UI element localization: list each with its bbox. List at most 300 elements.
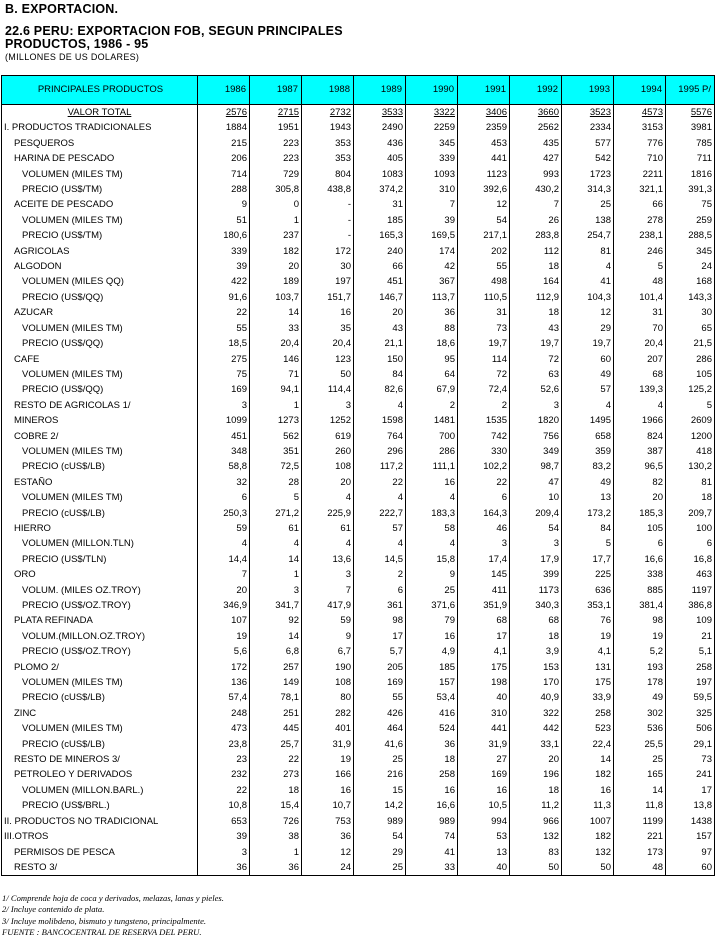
table-cell: 16	[406, 783, 458, 798]
table-cell: 506	[666, 721, 715, 736]
table-cell: 0	[250, 197, 302, 212]
table-cell: 359	[562, 444, 614, 459]
table-cell: 729	[250, 167, 302, 182]
table-cell: 3	[510, 398, 562, 413]
table-row	[2, 490, 715, 505]
table-cell: 47	[510, 475, 562, 490]
row-label: VOLUMEN (MILES TM)	[2, 213, 198, 228]
table-cell: 81	[666, 475, 715, 490]
table-cell: 1723	[562, 167, 614, 182]
table-cell: 23	[198, 752, 250, 767]
table-cell: 5,2	[614, 644, 666, 659]
table-cell: 49	[562, 367, 614, 382]
table-cell: 68	[510, 613, 562, 628]
row-label: ALGODON	[2, 259, 198, 274]
table-cell: 3660	[510, 105, 562, 121]
table-cell: 1820	[510, 413, 562, 428]
table-cell: 182	[250, 244, 302, 259]
table-cell: 2259	[406, 120, 458, 135]
table-cell: 111,1	[406, 459, 458, 474]
table-cell: 1	[250, 213, 302, 228]
table-cell: 338	[614, 567, 666, 582]
table-cell: 123	[302, 352, 354, 367]
table-cell: 381,4	[614, 598, 666, 613]
table-cell: 67,9	[406, 382, 458, 397]
table-row	[2, 259, 715, 274]
table-cell: 94,1	[250, 382, 302, 397]
column-header-year: 1988	[302, 76, 354, 105]
table-cell: 39	[198, 829, 250, 844]
table-cell: 24	[302, 860, 354, 876]
table-cell: 2562	[510, 120, 562, 135]
table-cell: 12	[458, 197, 510, 212]
table-cell: 46	[458, 521, 510, 536]
row-label: PLATA REFINADA	[2, 613, 198, 628]
table-row	[2, 845, 715, 860]
table-cell: 18,5	[198, 336, 250, 351]
table-cell: 22	[354, 475, 406, 490]
table-cell: 4	[406, 536, 458, 551]
table-cell: 1252	[302, 413, 354, 428]
table-cell: 209,4	[510, 506, 562, 521]
table-cell: 72,5	[250, 459, 302, 474]
table-cell: 322	[510, 706, 562, 721]
row-label: HARINA DE PESCADO	[2, 151, 198, 166]
table-cell: 15	[354, 783, 406, 798]
table-cell: 66	[354, 259, 406, 274]
table-cell: 185	[406, 660, 458, 675]
table-cell: 422	[198, 274, 250, 289]
table-cell: 41	[562, 274, 614, 289]
table-cell: 60	[562, 352, 614, 367]
row-label: VALOR TOTAL	[2, 105, 198, 121]
table-cell: 351,9	[458, 598, 510, 613]
table-cell: 20,4	[250, 336, 302, 351]
table-cell: 349	[510, 444, 562, 459]
table-cell: 81	[562, 244, 614, 259]
table-cell: 524	[406, 721, 458, 736]
table-cell: 278	[614, 213, 666, 228]
table-cell: 374,2	[354, 182, 406, 197]
row-label: ORO	[2, 567, 198, 582]
row-label: I. PRODUCTOS TRADICIONALES	[2, 120, 198, 135]
column-header-year: 1987	[250, 76, 302, 105]
table-cell: 18	[666, 490, 715, 505]
table-cell: 79	[406, 613, 458, 628]
table-cell: 4	[198, 536, 250, 551]
row-label: II. PRODUCTOS NO TRADICIONAL	[2, 814, 198, 829]
table-cell: 7	[302, 583, 354, 598]
table-cell: 84	[354, 367, 406, 382]
table-cell: 16	[562, 783, 614, 798]
table-cell: 182	[562, 767, 614, 782]
table-cell: 41	[406, 845, 458, 860]
table-cell: 92	[250, 613, 302, 628]
table-cell: 84	[562, 521, 614, 536]
table-cell: 55	[198, 321, 250, 336]
table-cell: 282	[302, 706, 354, 721]
table-cell: 700	[406, 429, 458, 444]
table-cell: 13,8	[666, 798, 715, 813]
table-cell: 36	[302, 829, 354, 844]
table-cell: 254,7	[562, 228, 614, 243]
table-row	[2, 444, 715, 459]
row-label: AGRICOLAS	[2, 244, 198, 259]
table-cell: 19	[614, 629, 666, 644]
table-cell: 341,7	[250, 598, 302, 613]
table-cell: 170	[510, 675, 562, 690]
table-cell: 38	[250, 829, 302, 844]
table-cell: 59,5	[666, 690, 715, 705]
table-cell: 73	[666, 752, 715, 767]
table-cell: 9	[198, 197, 250, 212]
table-cell: 173	[614, 845, 666, 860]
table-row	[2, 352, 715, 367]
table-cell: 130,2	[666, 459, 715, 474]
table-cell: 48	[614, 274, 666, 289]
table-cell: 411	[458, 583, 510, 598]
table-cell: 13	[458, 845, 510, 860]
table-cell: 1884	[198, 120, 250, 135]
table-cell: 54	[354, 829, 406, 844]
table-cell: 11,3	[562, 798, 614, 813]
table-cell: 16	[302, 305, 354, 320]
table-cell: 145	[458, 567, 510, 582]
table-cell: 20,4	[614, 336, 666, 351]
table-cell: 19,7	[510, 336, 562, 351]
table-cell: 658	[562, 429, 614, 444]
table-cell: 17,7	[562, 552, 614, 567]
footnotes	[2, 893, 224, 938]
row-label: ESTAÑO	[2, 475, 198, 490]
table-cell: 197	[666, 675, 715, 690]
table-cell: 824	[614, 429, 666, 444]
table-cell: 288	[198, 182, 250, 197]
table-cell: 1535	[458, 413, 510, 428]
table-row	[2, 721, 715, 736]
table-cell: 104,3	[562, 290, 614, 305]
table-cell: 1123	[458, 167, 510, 182]
table-row	[2, 151, 715, 166]
exports-table	[1, 75, 715, 876]
table-cell: 22	[198, 783, 250, 798]
table-cell: 19	[562, 629, 614, 644]
row-label: PRECIO (US$/OZ.TROY)	[2, 644, 198, 659]
table-cell: 100	[666, 521, 715, 536]
table-cell: 340,3	[510, 598, 562, 613]
row-label: VOLUMEN (MILES TM)	[2, 167, 198, 182]
table-cell: 371,6	[406, 598, 458, 613]
table-cell: 98,7	[510, 459, 562, 474]
table-cell: 16	[458, 783, 510, 798]
table-row	[2, 567, 715, 582]
table-cell: 19,7	[562, 336, 614, 351]
table-cell: 4	[562, 259, 614, 274]
table-cell: 3533	[354, 105, 406, 121]
table-title-line1: 22.6 PERU: EXPORTACION FOB, SEGUN PRINCIPALES	[5, 24, 343, 38]
table-cell: 966	[510, 814, 562, 829]
table-cell: 14	[250, 629, 302, 644]
row-label: PRECIO (US$/BRL.)	[2, 798, 198, 813]
table-cell: 3	[302, 567, 354, 582]
table-cell: 39	[406, 213, 458, 228]
table-cell: 29	[562, 321, 614, 336]
table-cell: 172	[302, 244, 354, 259]
table-cell: 286	[666, 352, 715, 367]
table-cell: 7	[198, 567, 250, 582]
table-row	[2, 459, 715, 474]
table-cell: 310	[406, 182, 458, 197]
table-cell: 246	[614, 244, 666, 259]
table-cell: 33,9	[562, 690, 614, 705]
table-cell: 3	[198, 845, 250, 860]
table-cell: 453	[458, 136, 510, 151]
row-label: CAFE	[2, 352, 198, 367]
table-cell: 132	[510, 829, 562, 844]
table-cell: 238,1	[614, 228, 666, 243]
table-cell: 248	[198, 706, 250, 721]
table-cell: 2334	[562, 120, 614, 135]
table-cell: 5	[250, 490, 302, 505]
table-cell: 108	[302, 675, 354, 690]
table-cell: 405	[354, 151, 406, 166]
table-cell: 251	[250, 706, 302, 721]
table-cell: 49	[562, 475, 614, 490]
table-cell: 36	[406, 737, 458, 752]
table-cell: 31,9	[458, 737, 510, 752]
table-cell: 6	[614, 536, 666, 551]
table-cell: 14	[614, 783, 666, 798]
table-row	[2, 798, 715, 813]
table-row	[2, 382, 715, 397]
table-units-subtitle: (MILLONES DE US DOLARES)	[5, 52, 140, 62]
row-label: HIERRO	[2, 521, 198, 536]
table-cell: 25,5	[614, 737, 666, 752]
table-cell: 4	[562, 398, 614, 413]
table-cell: 39	[198, 259, 250, 274]
table-cell: 178	[614, 675, 666, 690]
table-cell: 146,7	[354, 290, 406, 305]
table-cell: 20	[354, 305, 406, 320]
footnote: 3/ Incluye molibdeno, bismuto y tungsteno, principalmente.	[2, 915, 207, 926]
table-cell: 91,6	[198, 290, 250, 305]
table-cell: 17	[458, 629, 510, 644]
table-row	[2, 321, 715, 336]
table-cell: 196	[510, 767, 562, 782]
table-cell: 40	[458, 860, 510, 876]
table-row	[2, 305, 715, 320]
table-cell: 577	[562, 136, 614, 151]
table-cell: 2576	[198, 105, 250, 121]
table-cell: 1197	[666, 583, 715, 598]
table-cell: 438,8	[302, 182, 354, 197]
table-cell: 4	[250, 536, 302, 551]
table-row	[2, 197, 715, 212]
table-cell: 206	[198, 151, 250, 166]
row-label: PRECIO (US$/QQ)	[2, 336, 198, 351]
table-cell: 169,5	[406, 228, 458, 243]
table-cell: 2490	[354, 120, 406, 135]
column-header-products: PRINCIPALES PRODUCTOS	[2, 76, 198, 105]
table-cell: 302	[614, 706, 666, 721]
table-cell: 21,1	[354, 336, 406, 351]
table-cell: 138	[562, 213, 614, 228]
row-label: VOLUMEN (MILLON.TLN)	[2, 536, 198, 551]
table-cell: 103,7	[250, 290, 302, 305]
table-cell: 240	[354, 244, 406, 259]
table-cell: 31,9	[302, 737, 354, 752]
table-cell: 451	[198, 429, 250, 444]
table-cell: 207	[614, 352, 666, 367]
table-cell: 59	[302, 613, 354, 628]
table-cell: 14	[250, 305, 302, 320]
table-cell: 367	[406, 274, 458, 289]
table-cell: 114	[458, 352, 510, 367]
column-header-year: 1993	[562, 76, 614, 105]
table-cell: 82	[614, 475, 666, 490]
table-cell: 53,4	[406, 690, 458, 705]
table-cell: 57	[562, 382, 614, 397]
table-cell: 30	[666, 305, 715, 320]
table-row	[2, 552, 715, 567]
table-cell: 1083	[354, 167, 406, 182]
table-row	[2, 629, 715, 644]
table-cell: 198	[458, 675, 510, 690]
table-cell: 19,7	[458, 336, 510, 351]
table-cell: 12	[302, 845, 354, 860]
table-cell: 48	[614, 860, 666, 876]
table-cell: 3,9	[510, 644, 562, 659]
table-cell: 3	[458, 536, 510, 551]
table-cell: 125,2	[666, 382, 715, 397]
table-cell: 1007	[562, 814, 614, 829]
section-title: B. EXPORTACION.	[5, 2, 119, 16]
table-cell: 83,2	[562, 459, 614, 474]
table-cell: 20	[614, 490, 666, 505]
table-row	[2, 274, 715, 289]
table-cell: 436	[354, 136, 406, 151]
table-cell: 149	[250, 675, 302, 690]
table-cell: 98	[614, 613, 666, 628]
table-cell: 258	[406, 767, 458, 782]
table-cell: 2715	[250, 105, 302, 121]
table-cell: 105	[666, 367, 715, 382]
table-cell: 10,8	[198, 798, 250, 813]
table-cell: 225	[562, 567, 614, 582]
table-cell: 18	[510, 259, 562, 274]
table-cell: 259	[666, 213, 715, 228]
table-cell: 83	[510, 845, 562, 860]
table-cell: 108	[302, 459, 354, 474]
table-cell: 59	[198, 521, 250, 536]
table-cell: 216	[354, 767, 406, 782]
table-cell: 25	[354, 752, 406, 767]
table-cell: 4	[406, 490, 458, 505]
table-cell: 23,8	[198, 737, 250, 752]
row-label: PRECIO (US$/QQ)	[2, 382, 198, 397]
table-cell: 50	[302, 367, 354, 382]
table-row	[2, 244, 715, 259]
row-label: ACEITE DE PESCADO	[2, 197, 198, 212]
table-cell: 95	[406, 352, 458, 367]
table-cell: 57	[354, 521, 406, 536]
table-cell: 441	[458, 151, 510, 166]
table-cell: 25	[614, 752, 666, 767]
column-header-year: 1991	[458, 76, 510, 105]
table-cell: 65	[666, 321, 715, 336]
table-cell: 451	[354, 274, 406, 289]
table-cell: 1099	[198, 413, 250, 428]
table-cell: 6	[354, 583, 406, 598]
table-cell: 15,4	[250, 798, 302, 813]
table-row	[2, 228, 715, 243]
table-cell: 2211	[614, 167, 666, 182]
table-cell: 785	[666, 136, 715, 151]
table-cell: 68	[614, 367, 666, 382]
table-cell: 426	[354, 706, 406, 721]
table-cell: 2	[354, 567, 406, 582]
row-label: COBRE 2/	[2, 429, 198, 444]
table-cell: 17,9	[510, 552, 562, 567]
table-cell: 29	[354, 845, 406, 860]
table-cell: 542	[562, 151, 614, 166]
table-row	[2, 644, 715, 659]
table-cell: 29,1	[666, 737, 715, 752]
row-label: III.OTROS	[2, 829, 198, 844]
table-cell: 164,3	[458, 506, 510, 521]
table-cell: 110,5	[458, 290, 510, 305]
table-cell: 25	[562, 197, 614, 212]
table-cell: 711	[666, 151, 715, 166]
table-cell: 30	[302, 259, 354, 274]
table-cell: 72	[458, 367, 510, 382]
table-row	[2, 182, 715, 197]
row-label: PERMISOS DE PESCA	[2, 845, 198, 860]
table-cell: 136	[198, 675, 250, 690]
table-cell: 50	[510, 860, 562, 876]
table-cell: 165,3	[354, 228, 406, 243]
table-cell: 5	[666, 398, 715, 413]
table-row	[2, 660, 715, 675]
row-label: PRECIO (cUS$/LB)	[2, 506, 198, 521]
table-cell: 1943	[302, 120, 354, 135]
table-header-row	[2, 76, 715, 105]
table-cell: 18,6	[406, 336, 458, 351]
table-cell: 1	[250, 845, 302, 860]
table-row	[2, 521, 715, 536]
table-cell: 619	[302, 429, 354, 444]
table-cell: 72,4	[458, 382, 510, 397]
row-label: VOLUMEN (MILES TM)	[2, 321, 198, 336]
table-cell: 1951	[250, 120, 302, 135]
table-cell: 4	[354, 490, 406, 505]
table-cell: 18	[510, 783, 562, 798]
table-cell: 3	[510, 536, 562, 551]
table-cell: 10,7	[302, 798, 354, 813]
table-row	[2, 860, 715, 876]
table-cell: 225,9	[302, 506, 354, 521]
table-cell: 339	[198, 244, 250, 259]
table-cell: 13	[562, 490, 614, 505]
table-cell: 6	[198, 490, 250, 505]
table-cell: 80	[302, 690, 354, 705]
table-cell: 16,6	[614, 552, 666, 567]
table-cell: 1173	[510, 583, 562, 598]
table-row	[2, 706, 715, 721]
table-cell: 1093	[406, 167, 458, 182]
table-cell: 742	[458, 429, 510, 444]
table-cell: 989	[354, 814, 406, 829]
